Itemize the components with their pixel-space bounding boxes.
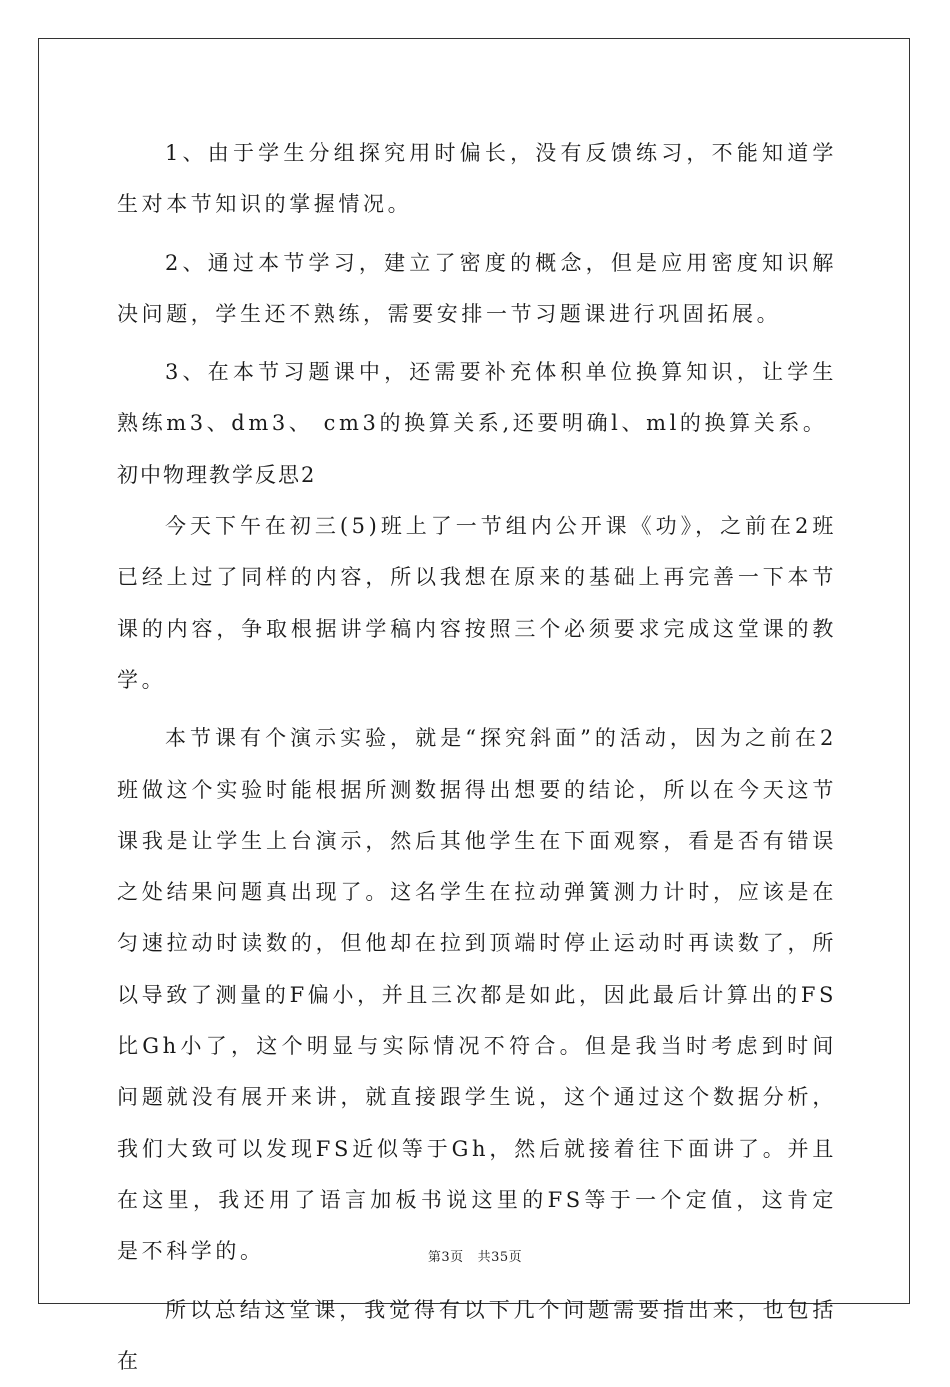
paragraph-2: 2、通过本节学习，建立了密度的概念，但是应用密度知识解决问题，学生还不熟练，需要安排一节习题课进行巩固拓展。 <box>117 250 837 326</box>
page-footer <box>0 1246 950 1265</box>
section-heading: 初中物理教学反思2 <box>117 462 317 487</box>
paragraph-5: 本节课有个演示实验，就是“探究斜面”的活动，因为之前在2班做这个实验时能根据所测数据得出想要的结论，所以在今天这节课我是让学生上台演示，然后其他学生在下面观察，看是否有错误之处结果问题真出现了。这名学生在拉动弹簧测力计时，应该是在匀速拉动时读数的，但他却在拉到顶端时停止运动时再读数了，所以导致了测量的F偏小，并且三次都是如此，因此最后计算出的FS比Gh小了，这个明显与实际情况不符合。但是我当时考虑到时间问题就没有展开来讲，就直接跟学生说，这个通过这个数据分析，我们大致可以发现FS近似等于Gh，然后就接着往下面讲了。并且在这里，我还用了语言加板书说这里的FS等于一个定值，这肯定是不科学的。 <box>117 726 837 1264</box>
document-body <box>117 128 837 1387</box>
paragraph-4: 今天下午在初三(5)班上了一节组内公开课《功》，之前在2班已经上过了同样的内容，所以我想在原来的基础上再完善一下本节课的内容，争取根据讲学稿内容按照三个必须要求完成这堂课的教学。 <box>117 514 837 692</box>
page-number: 第3页 <box>427 1250 464 1265</box>
paragraph-6: 所以总结这堂课，我觉得有以下几个问题需要指出来，也包括在 <box>117 1297 837 1373</box>
paragraph-3: 3、在本节习题课中，还需要补充体积单位换算知识，让学生熟练m3、dm3、 cm3的换算关系,还要明确l、ml的换算关系。 <box>117 360 837 436</box>
page-total: 共35页 <box>477 1250 523 1265</box>
paragraph-1: 1、由于学生分组探究用时偏长，没有反馈练习，不能知道学生对本节知识的掌握情况。 <box>117 141 837 217</box>
